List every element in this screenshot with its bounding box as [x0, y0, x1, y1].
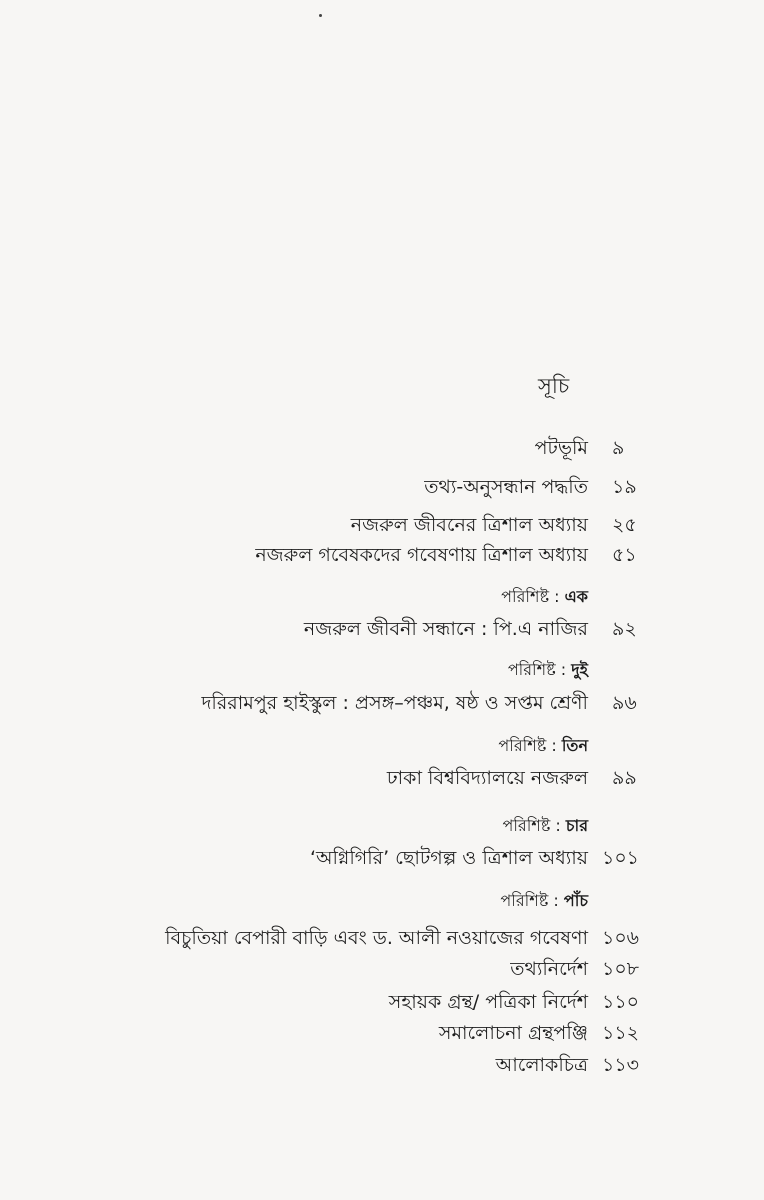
toc-entry: [0, 954, 764, 984]
appendix-number: চার: [565, 816, 588, 835]
toc-entry: [0, 540, 764, 570]
toc-entry-page: ৯২: [612, 618, 637, 640]
appendix-heading: [500, 888, 588, 914]
toc-entry-label: সহায়ক গ্রন্থ/ পত্রিকা নির্দেশ: [388, 991, 588, 1013]
toc-entry-page: ৫১: [612, 544, 637, 566]
toc-title: সূচি: [538, 374, 570, 398]
appendix-number: তিন: [561, 736, 588, 755]
appendix-number: পাঁচ: [563, 891, 588, 910]
appendix-heading: [508, 657, 588, 683]
appendix-heading: [498, 733, 588, 759]
toc-entry: [0, 763, 764, 793]
ink-speck: [319, 14, 322, 17]
toc-entry-label: নজরুল গবেষকদের গবেষণায় ত্রিশাল অধ্যায়: [255, 544, 588, 566]
toc-entry-page: ১১৩: [602, 1054, 640, 1076]
toc-entry-label: ‘অগ্নিগিরি’ ছোটগল্প ও ত্রিশাল অধ্যায়: [309, 847, 588, 869]
toc-entry: [0, 510, 764, 540]
toc-entry-page: ১১২: [602, 1022, 640, 1044]
toc-entry: [0, 472, 764, 502]
toc-entry-label: আলোকচিত্র: [495, 1054, 588, 1076]
appendix-prefix: পরিশিষ্ট :: [501, 587, 560, 606]
toc-entry-label: দরিরামপুর হাইস্কুল : প্রসঙ্গ–পঞ্চম, ষষ্ঠ ও সপ্তম শ্রেণী: [201, 692, 588, 714]
toc-entry-page: ২৫: [612, 514, 637, 536]
toc-entry-label: সমালোচনা গ্রন্থপঞ্জি: [438, 1022, 588, 1044]
toc-entry-page: ১০৮: [602, 958, 640, 980]
appendix-prefix: পরিশিষ্ট :: [502, 816, 561, 835]
appendix-number: এক: [564, 587, 588, 606]
toc-entry: [0, 433, 764, 463]
toc-entry-label: ঢাকা বিশ্ববিদ্যালয়ে নজরুল: [386, 767, 588, 789]
toc-entry-label: পটভূমি: [534, 437, 588, 459]
toc-entry: [0, 987, 764, 1017]
appendix-prefix: পরিশিষ্ট :: [507, 660, 567, 679]
toc-entry-page: ১০৬: [602, 927, 640, 949]
toc-entry: [0, 923, 764, 953]
appendix-prefix: পরিশিষ্ট :: [498, 736, 557, 755]
toc-entry-page: ১০১: [602, 847, 640, 869]
toc-entry-page: ৯: [612, 437, 625, 459]
appendix-heading: [501, 584, 588, 610]
toc-entry-label: বিচুতিয়া বেপারী বাড়ি এবং ড. আলী নওয়াজের গবেষণা: [165, 927, 588, 949]
toc-entry: [0, 1050, 764, 1080]
toc-entry-label: তথ্যনির্দেশ: [510, 958, 588, 980]
toc-entry-page: ৯৬: [612, 692, 637, 714]
toc-entry-page: ১৯: [612, 476, 637, 498]
toc-entry-page: ৯৯: [612, 767, 637, 789]
appendix-heading: [502, 813, 588, 839]
toc-entry: [0, 614, 764, 644]
appendix-number: দুই: [571, 660, 588, 679]
toc-entry-page: ১১০: [602, 991, 640, 1013]
toc-entry-label: নজরুল জীবনী সন্ধানে : পি.এ নাজির: [303, 618, 588, 640]
toc-entry: [0, 843, 764, 873]
toc-entry-label: নজরুল জীবনের ত্রিশাল অধ্যায়: [350, 514, 588, 536]
toc-entry: [0, 688, 764, 718]
appendix-prefix: পরিশিষ্ট :: [500, 891, 559, 910]
toc-entry: [0, 1018, 764, 1048]
toc-entry-label: তথ্য-অনুসন্ধান পদ্ধতি: [424, 476, 588, 498]
